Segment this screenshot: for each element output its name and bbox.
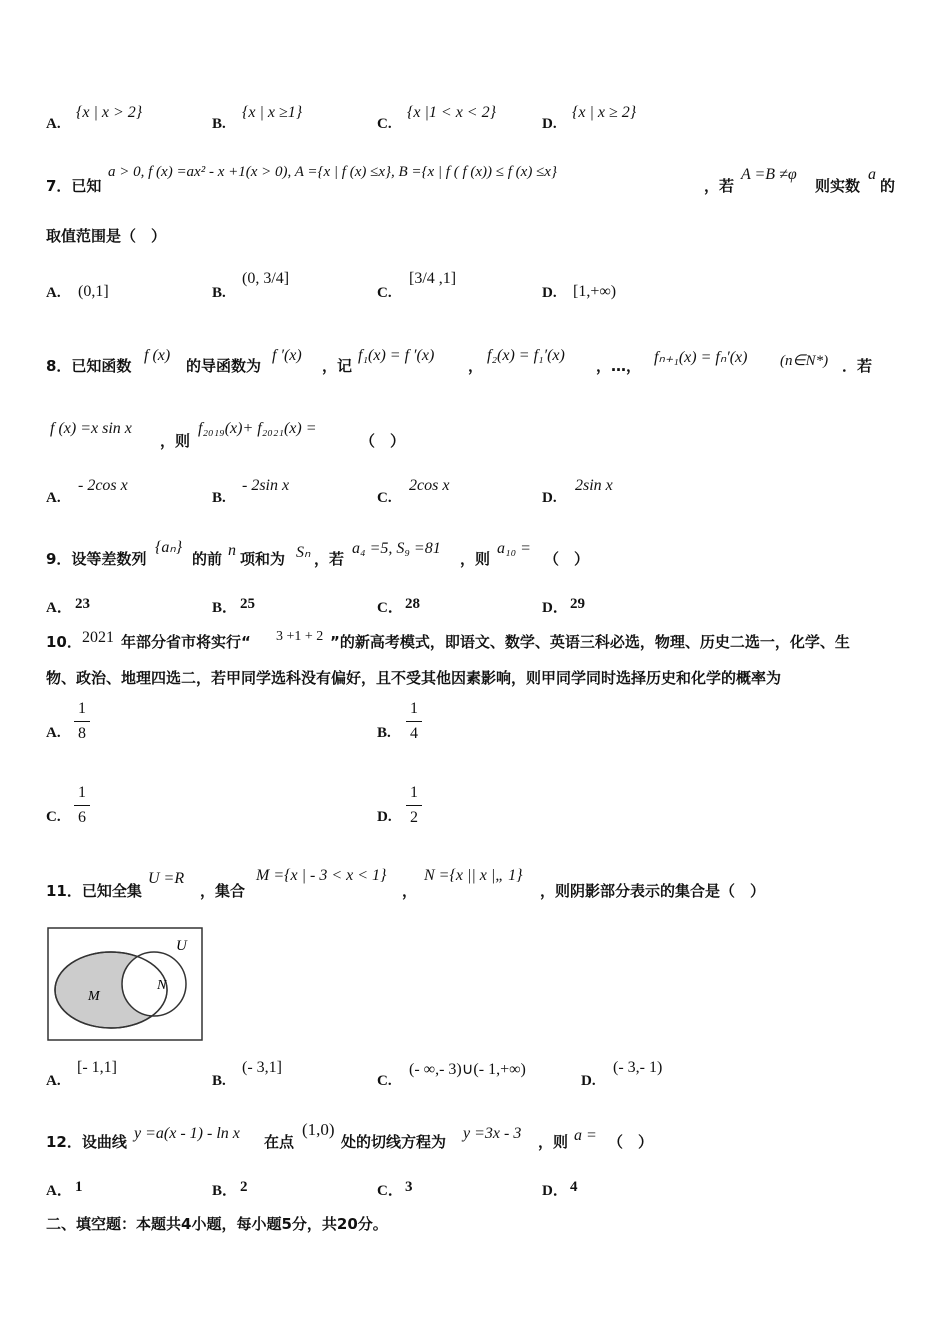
q12-paren: （ ） — [608, 1133, 654, 1151]
venn-label-m: M — [88, 989, 100, 1004]
q9-option-a-value: 23 — [75, 596, 90, 612]
q11-option-a-value: [- 1,1] — [77, 1059, 117, 1076]
q7-option-c-value: [3/4 ,1] — [409, 270, 457, 287]
q10-line2: 物、政治、地理四选二，若甲同学选科没有偏好，且不受其他因素影响，则甲同学同时选择历史和化学的概率为 — [46, 669, 782, 687]
q8-comma-2: ，…， — [596, 357, 642, 375]
q9-text-3: ，若 — [314, 550, 345, 568]
q8-then: ，则 — [160, 432, 191, 450]
q8-option-d-value: 2sin x — [575, 477, 613, 494]
q12-option-a-value: 1 — [75, 1179, 83, 1195]
q10-option-c-label: C. — [46, 809, 61, 825]
q10-option-a-numerator: 1 — [78, 700, 86, 717]
q10-option-a-fraction — [72, 698, 92, 745]
q8-option-a-value: - 2cos x — [78, 477, 128, 494]
q8-expression: f₂₀₁₉(x)+ f₂₀₂₁(x) = — [198, 420, 317, 437]
q6-option-d-value: {x | x ≥ 2} — [572, 104, 637, 121]
q11-option-a-label: A. — [46, 1073, 61, 1089]
q12-a: a = — [574, 1127, 597, 1144]
q8-option-b-label: B. — [212, 490, 226, 506]
q11-comma: ， — [402, 882, 418, 900]
q11-universal: U =R — [148, 870, 185, 887]
q9-option-a-label: A． — [46, 600, 72, 616]
q7-condition-2: A =B ≠φ — [741, 166, 797, 183]
section-2-heading: 二、填空题：本题共4小题，每小题5分，共20分。 — [46, 1215, 388, 1233]
q8-fprime: f ′(x) — [272, 347, 302, 364]
q11-option-d-label: D. — [581, 1073, 596, 1089]
q9-option-d-label: D． — [542, 600, 568, 616]
q7-if: ，若 — [704, 177, 735, 195]
q12-option-c-label: C． — [377, 1183, 403, 1199]
q12-point: (1,0) — [302, 1120, 335, 1139]
venn-label-n: N — [157, 978, 167, 993]
q9-a10: a₁₀ = — [497, 540, 531, 557]
q9-sequence: {aₙ} — [155, 539, 183, 556]
q11-option-c-value: (- ∞,- 3)∪(- 1,+∞) — [409, 1061, 526, 1078]
q11-option-d-value: (- 3,- 1) — [613, 1059, 663, 1076]
q9-s: Sₙ — [296, 544, 311, 561]
q8-f: f (x) — [144, 347, 171, 364]
q9-option-c-value: 28 — [405, 596, 420, 612]
q10-option-a-label: A. — [46, 725, 61, 741]
q11-set-n: N ={x || x |„ 1} — [424, 867, 523, 884]
q8-text-1: 的导函数为 — [186, 357, 262, 375]
q7-condition: a > 0, f (x) =ax² - x +1(x > 0), A ={x | f (x) ≤x}, B ={x | f ( f (x)) ≤ f (x) ≤x} — [108, 164, 557, 180]
q12-option-c-value: 3 — [405, 1179, 413, 1195]
q11-text-2: ，则阴影部分表示的集合是（ ） — [540, 882, 766, 900]
q10-text-2: ”的新高考模式，即语文、数学、英语三科必选，物理、历史二选一，化学、生 — [330, 633, 850, 651]
q8-n-natural: (n∈N*) — [780, 353, 829, 369]
q9-given: a₄ =5, S₉ =81 — [352, 540, 441, 557]
q7-option-c-label: C. — [377, 285, 392, 301]
q11-option-b-label: B. — [212, 1073, 226, 1089]
q9-n: n — [228, 542, 236, 559]
q8-fn-def: fₙ₊₁(x) = fₙ′(x) — [654, 349, 748, 366]
q12-text-1: 在点 — [264, 1133, 295, 1151]
q12-text-2: 处的切线方程为 — [341, 1133, 447, 1151]
q11-option-c-label: C. — [377, 1073, 392, 1089]
q8-text-3: ．若 — [842, 357, 873, 375]
q9-option-b-label: B． — [212, 600, 238, 616]
q12-curve: y =a(x - 1) - ln x — [134, 1125, 240, 1142]
q10-option-b-denominator: 4 — [410, 725, 418, 742]
q11-set-m: M ={x | - 3 < x < 1} — [256, 867, 387, 884]
venn-label-u: U — [176, 938, 187, 954]
q12-tangent: y =3x - 3 — [463, 1125, 522, 1142]
q9-text-1: 的前 — [192, 550, 223, 568]
q10-mode: 3 +1 + 2 — [276, 629, 324, 644]
q9-option-c-label: C． — [377, 600, 403, 616]
q10-number: 10． — [46, 633, 82, 651]
q6-option-d-label: D. — [542, 116, 557, 132]
q12-option-d-value: 4 — [570, 1179, 578, 1195]
q10-option-d-numerator: 1 — [410, 784, 418, 801]
q6-option-c-value: {x |1 < x < 2} — [407, 104, 496, 121]
q6-option-a-label: A. — [46, 116, 61, 132]
q7-tail: 的 — [880, 177, 896, 195]
q8-f1-def: f₁(x) = f ′(x) — [358, 347, 435, 364]
q8-option-a-label: A. — [46, 490, 61, 506]
venn-diagram — [46, 926, 204, 1042]
q7-option-b-label: B. — [212, 285, 226, 301]
q7-option-a-value: (0,1] — [78, 283, 109, 300]
q12-option-a-label: A． — [46, 1183, 72, 1199]
q9-number: 9．设等差数列 — [46, 550, 147, 568]
q8-number: 8．已知函数 — [46, 357, 132, 375]
q12-option-b-label: B． — [212, 1183, 238, 1199]
q12-number: 12．设曲线 — [46, 1133, 127, 1151]
q9-option-b-value: 25 — [240, 596, 255, 612]
q9-paren: （ ） — [544, 550, 590, 568]
q11-number: 11．已知全集 — [46, 882, 142, 900]
q8-text-2: ，记 — [322, 357, 353, 375]
q7-option-a-label: A. — [46, 285, 61, 301]
q6-option-c-label: C. — [377, 116, 392, 132]
q10-option-a-denominator: 8 — [78, 725, 86, 742]
q11-text-1: ，集合 — [200, 882, 246, 900]
q8-option-c-label: C. — [377, 490, 392, 506]
q6-option-a-value: {x | x > 2} — [76, 104, 143, 121]
q10-year: 2021 — [82, 629, 114, 646]
q8-definition: f (x) =x sin x — [50, 420, 132, 437]
q7-option-d-value: [1,+∞) — [573, 283, 617, 300]
q9-text-4: ，则 — [460, 550, 491, 568]
q7-line2: 取值范围是（ ） — [46, 227, 167, 245]
q10-option-c-denominator: 6 — [78, 809, 86, 826]
q12-option-b-value: 2 — [240, 1179, 248, 1195]
q9-text-2: 项和为 — [240, 550, 286, 568]
q8-option-d-label: D. — [542, 490, 557, 506]
q10-option-d-denominator: 2 — [410, 809, 418, 826]
q7-option-d-label: D. — [542, 285, 557, 301]
q8-option-c-value: 2cos x — [409, 477, 450, 494]
q10-option-c-fraction — [72, 782, 92, 829]
q8-option-b-value: - 2sin x — [242, 477, 290, 494]
q10-text-1: 年部分省市将实行“ — [121, 633, 251, 651]
q10-option-d-fraction — [404, 782, 424, 829]
q6-option-b-label: B. — [212, 116, 226, 132]
q6-option-b-value: {x | x ≥1} — [242, 104, 303, 121]
q7-option-b-value: (0, 3/4] — [242, 270, 290, 287]
q8-f2-def: f₂(x) = f₁′(x) — [487, 347, 565, 364]
q8-paren: （ ） — [360, 432, 406, 450]
q8-comma-1: ， — [468, 357, 484, 375]
q10-option-b-fraction — [404, 698, 424, 745]
q10-option-d-label: D. — [377, 809, 392, 825]
q10-option-b-numerator: 1 — [410, 700, 418, 717]
q7-var: a — [868, 166, 876, 183]
q11-option-b-value: (- 3,1] — [242, 1059, 282, 1076]
q10-option-b-label: B. — [377, 725, 391, 741]
q7-number: 7．已知 — [46, 177, 102, 195]
q12-text-3: ，则 — [538, 1133, 569, 1151]
q9-option-d-value: 29 — [570, 596, 585, 612]
q12-option-d-label: D． — [542, 1183, 568, 1199]
q10-option-c-numerator: 1 — [78, 784, 86, 801]
q7-then: 则实数 — [815, 177, 861, 195]
